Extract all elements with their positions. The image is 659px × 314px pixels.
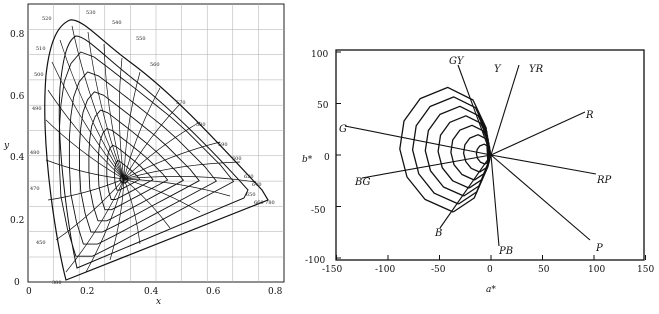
a-tick-neg100: -100 bbox=[375, 265, 396, 275]
chroma-rings bbox=[400, 87, 491, 212]
wl-540: 540 bbox=[112, 20, 122, 26]
x-tick-0.4: 0.4 bbox=[144, 287, 159, 297]
wl-550: 550 bbox=[136, 36, 146, 42]
a-tick-neg50: -50 bbox=[431, 265, 446, 275]
hue-label-g: G bbox=[339, 124, 347, 135]
hue-label-b: B bbox=[435, 228, 443, 239]
a-tick-neg150: -150 bbox=[322, 265, 343, 275]
hue-spokes bbox=[345, 65, 596, 246]
b-axis-label: b* bbox=[302, 155, 313, 165]
a-tick-50: 50 bbox=[538, 265, 550, 275]
wl-660-780: 660 780 bbox=[254, 200, 275, 206]
mesh-loop bbox=[59, 52, 233, 256]
wl-640: 640 bbox=[252, 182, 262, 188]
hue-spoke bbox=[440, 155, 491, 228]
x-tick-0.2: 0.2 bbox=[80, 287, 95, 297]
hue-label-p: P bbox=[596, 243, 603, 254]
wl-490: 490 bbox=[32, 106, 42, 112]
a-tick-100: 100 bbox=[588, 265, 606, 275]
mesh-loop bbox=[98, 129, 167, 210]
y-tick-0.4: 0.4 bbox=[10, 153, 25, 163]
wl-620: 620 bbox=[244, 174, 254, 180]
wl-590: 590 bbox=[218, 142, 228, 148]
mesh-spoke bbox=[119, 58, 124, 179]
mesh-spoke bbox=[124, 179, 170, 228]
b-tick-50: 50 bbox=[317, 101, 329, 111]
mesh-spoke bbox=[124, 72, 140, 179]
hue-spoke bbox=[458, 65, 491, 155]
spectral-locus-outer bbox=[45, 20, 268, 280]
spectral-locus-inner bbox=[59, 36, 248, 268]
mesh-spoke bbox=[124, 179, 140, 244]
wl-530: 530 bbox=[86, 10, 96, 16]
cielab-ab-diagram bbox=[302, 50, 654, 295]
wl-480: 480 bbox=[30, 150, 40, 156]
wl-520: 520 bbox=[42, 16, 52, 22]
hue-spoke bbox=[491, 155, 499, 246]
left-y-axis-label: y bbox=[4, 141, 10, 151]
wl-560: 560 bbox=[150, 62, 160, 68]
hue-spoke bbox=[491, 155, 596, 174]
hue-label-y: Y bbox=[494, 64, 501, 75]
hue-spoke bbox=[362, 155, 491, 178]
chroma-ring bbox=[451, 125, 490, 180]
mesh-spoke bbox=[110, 179, 124, 260]
wl-600: 600 bbox=[232, 156, 242, 162]
y-tick-0.8: 0.8 bbox=[10, 30, 25, 40]
hue-label-gy: GY bbox=[449, 56, 464, 67]
wl-500: 500 bbox=[34, 72, 44, 78]
mesh-spoke bbox=[124, 179, 200, 212]
a-axis-label: a* bbox=[486, 285, 496, 295]
hue-spoke bbox=[491, 155, 590, 240]
x-tick-0.8: 0.8 bbox=[268, 287, 283, 297]
hue-label-rp: RP bbox=[597, 175, 612, 186]
hue-label-pb: PB bbox=[499, 246, 514, 257]
mesh-spoke bbox=[46, 120, 124, 179]
b-tick-0: 0 bbox=[324, 153, 330, 163]
y-tick-0: 0 bbox=[14, 278, 20, 288]
cie-xy-diagram bbox=[3, 4, 284, 307]
mesh-spoke bbox=[124, 142, 220, 179]
wl-450: 450 bbox=[36, 240, 46, 246]
mesh-spoke bbox=[124, 104, 180, 179]
hue-label-r: R bbox=[586, 110, 594, 121]
wl-580: 580 bbox=[196, 122, 206, 128]
left-x-axis-label: x bbox=[156, 297, 162, 307]
hue-spoke bbox=[491, 65, 519, 155]
wl-380: 380 bbox=[52, 280, 62, 286]
x-tick-0.6: 0.6 bbox=[206, 287, 221, 297]
left-grid bbox=[28, 4, 284, 282]
hue-label-yr: YR bbox=[529, 64, 544, 75]
mesh-spoke bbox=[48, 179, 124, 200]
hue-label-bg: BG bbox=[355, 177, 371, 188]
y-tick-0.6: 0.6 bbox=[10, 92, 25, 102]
hue-spoke bbox=[345, 126, 491, 155]
b-tick-neg100: -100 bbox=[305, 256, 326, 266]
b-tick-neg50: -50 bbox=[311, 206, 326, 216]
a-tick-150: 150 bbox=[637, 265, 655, 275]
mesh-spoke bbox=[46, 160, 124, 179]
a-tick-0: 0 bbox=[487, 265, 493, 275]
wl-470: 470 bbox=[30, 186, 40, 192]
wl-650: 650 bbox=[246, 192, 256, 198]
wl-510: 510 bbox=[36, 46, 46, 52]
y-tick-0.2: 0.2 bbox=[10, 216, 25, 226]
b-tick-100: 100 bbox=[311, 50, 329, 60]
hue-spoke bbox=[491, 112, 585, 155]
x-tick-0: 0 bbox=[26, 287, 32, 297]
wl-570: 570 bbox=[176, 100, 186, 106]
